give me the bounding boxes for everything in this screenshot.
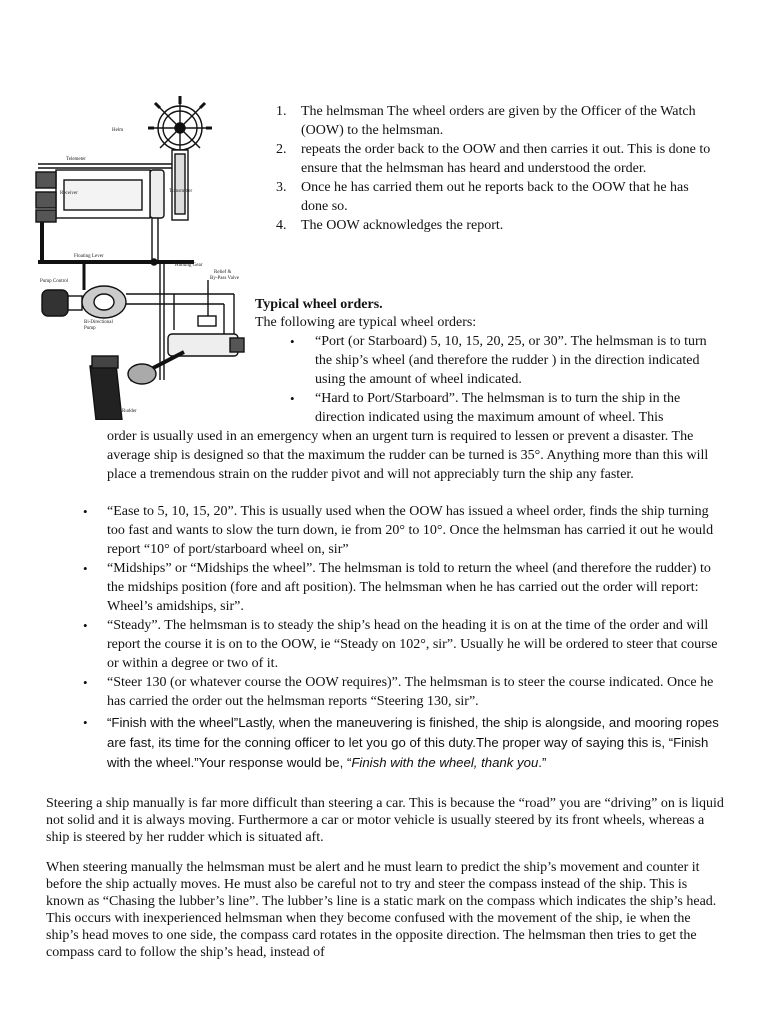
list-item: • “Hard to Port/Starboard”. The helmsman is to turn the ship in the direction indicated using the maximum amount of wheel. This bbox=[290, 391, 681, 425]
bullet-continuation: order is usually used in an emergency when an urgent turn is required to lessen or prevent a disaster. The average ship is designed so that the maximum the rudder can be turned is 35°. Anything more than this will place a tremendous strain on the rudder pivot and will not appreciably turn the ship any faster. bbox=[107, 429, 709, 482]
list-item-finish-with-wheel: • “Finish with the wheel”Lastly, when the maneuvering is finished, the ship is alongside, and mooring ropes are fast, its time for the conning officer to let you go of this duty.The proper way of saying this is, “Finish with the wheel.”Your response would be, “Finish with the wheel, thank you.” bbox=[83, 715, 719, 770]
steering-gear-diagram bbox=[34, 94, 254, 420]
section-heading: Typical wheel orders. bbox=[255, 297, 383, 312]
procedure-list bbox=[276, 102, 716, 235]
label-floating-lever: Floating Lever bbox=[74, 254, 104, 259]
label-receiver: Receiver bbox=[60, 191, 78, 196]
list-item: • “Port (or Starboard) 5, 10, 15, 20, 25, or 30”. The helmsman is to turn the ship’s wheel (and therefore the rudder ) in the direction indicated using the amount of wheel indicated. bbox=[290, 334, 707, 387]
section-intro: The following are typical wheel orders: bbox=[255, 315, 477, 330]
label-bidirectional: Bi-Directional bbox=[84, 320, 113, 325]
body-paragraph: When steering manually the helmsman must be alert and he must learn to predict the ship’s movement and counter it before the ship actually moves. He must also be careful not to try and steer the compass instead of the ship. This is known as “Chasing the lubber’s line”. The lubber’s line is a static mark on the compass which indicates the ship’s head. This occurs with inexperienced helmsman when they become confused with the movement of the ship, ie when the ship’s head moves to one side, the compass card rotates in the opposite direction. The helmsman then tries to get the compass card to follow the ship’s head, instead of bbox=[46, 860, 717, 960]
list-item: • “Steer 130 (or whatever course the OOW requires)”. The helmsman is to steer the course indicated. Once he has carried the order out the helmsman reports “Steering 130, sir”. bbox=[83, 675, 714, 709]
label-hunting-gear: Hunting Gear bbox=[175, 263, 203, 268]
label-telemeter: Telemeter bbox=[66, 157, 86, 162]
body-paragraph: Steering a ship manually is far more difficult than steering a car. This is because the “road” you are “driving” on is liquid not solid and it is always moving. Furthermore a car or motor vehicle is usually steered by its front wheels, whereas a ship is steered by her rudder which is situated aft. bbox=[46, 796, 724, 845]
label-bypass-valve: By-Pass Valve bbox=[210, 276, 239, 281]
list-item: • “Steady”. The helmsman is to steady the ship’s head on the heading it is on at the time of the order and will report the course it is on to the OOW, ie “Steady on 102°, sir”. Usually he will be ordered to steer that course or within a degree or two of it. bbox=[83, 618, 718, 671]
list-item: • “Midships” or “Midships the wheel”. The helmsman is told to return the wheel (and therefore the rudder) to the midships position (fore and aft position). The helmsman when he has carried out the order will report: Wheel’s amidships, sir”. bbox=[83, 561, 711, 614]
label-helm: Helm bbox=[112, 128, 124, 133]
list-item: 4. The OOW acknowledges the report. bbox=[276, 218, 504, 233]
list-item: 2. repeats the order back to the OOW and then carries it out. This is done to ensure that the helmsman has heard and understood the order. bbox=[276, 142, 711, 176]
label-transmitter: Transmitter bbox=[169, 189, 193, 194]
list-item: • “Ease to 5, 10, 15, 20”. This is usually used when the OOW has issued a wheel order, finds the ship turning too fast and wants to slow the turn down, ie from 20° to 10°. Once the helmsman has carried it out he would report “10° of port/starboard wheel on, sir” bbox=[83, 504, 714, 557]
steering-gear-drawing bbox=[34, 94, 254, 420]
label-pump: Pump bbox=[84, 326, 96, 331]
label-relief-valve: Relief & bbox=[214, 270, 232, 275]
label-pump-control: Pump Control bbox=[40, 279, 69, 284]
wheel-orders-list-wide bbox=[83, 502, 728, 773]
wheel-orders-list-narrow bbox=[290, 332, 720, 427]
list-item: 3. Once he has carried them out he reports back to the OOW that he has done so. bbox=[276, 180, 689, 214]
list-item: 1. The helmsman The wheel orders are given by the Officer of the Watch (OOW) to the helmsman. bbox=[276, 104, 696, 138]
label-rudder: Rudder bbox=[122, 409, 137, 414]
